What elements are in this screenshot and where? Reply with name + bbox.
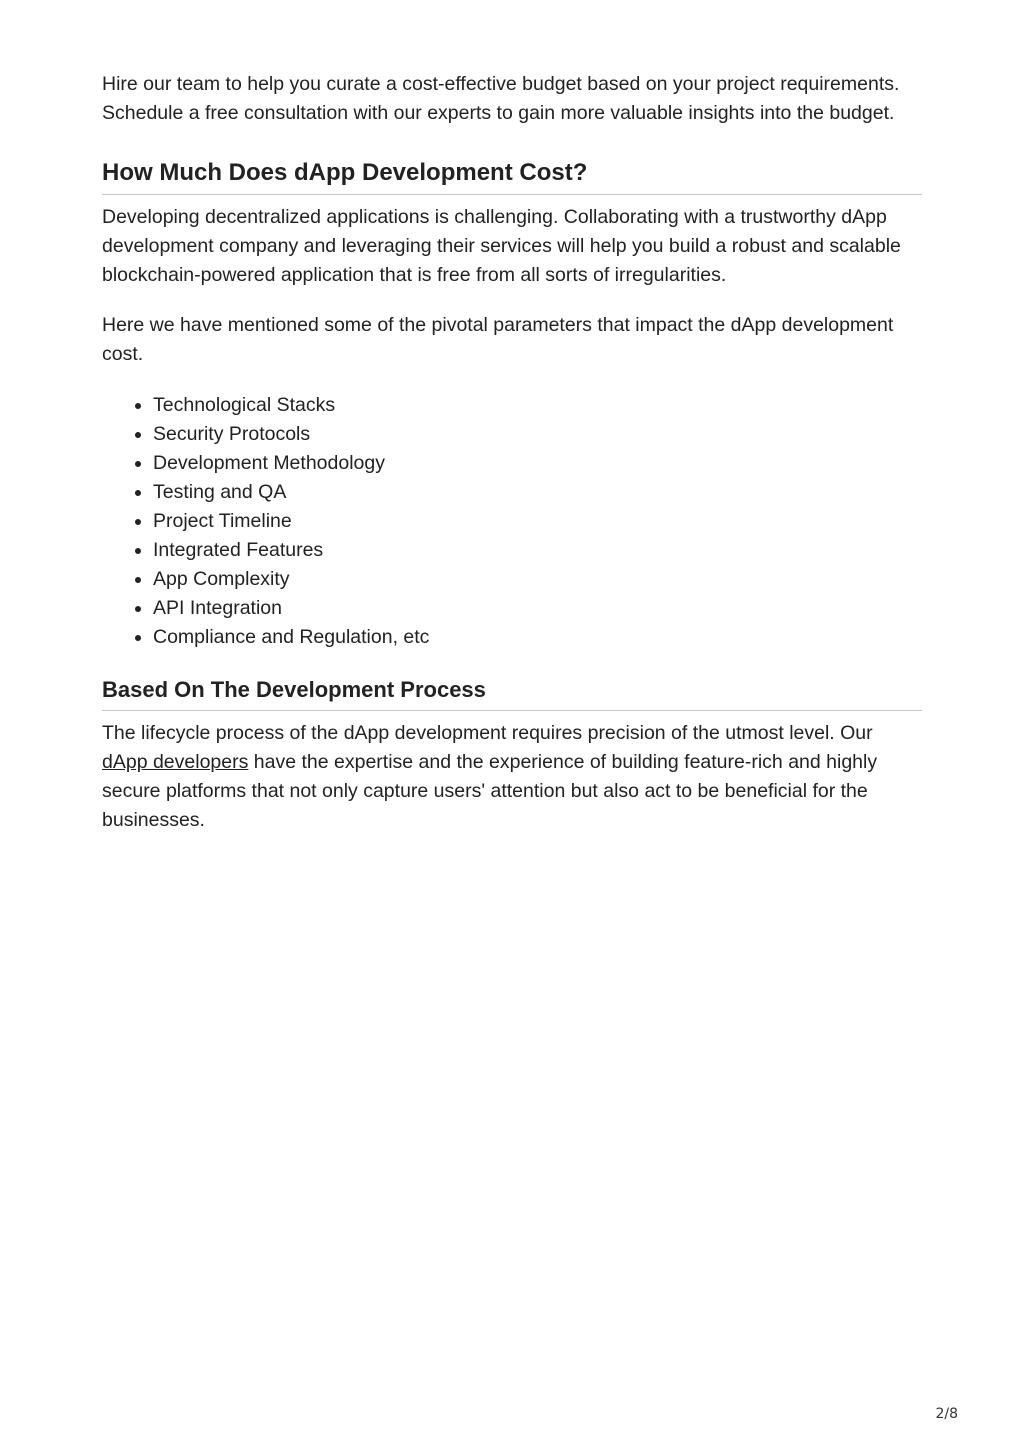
paragraph-text-start: The lifecycle process of the dApp development requires precision of the utmost level. Our bbox=[102, 722, 873, 744]
intro-paragraph: Hire our team to help you curate a cost-effective budget based on your project requirements. Schedule a free consultation with our experts to gain more valuable insights into the budget. bbox=[102, 73, 900, 124]
list-item: • Compliance and Regulation, etc bbox=[153, 623, 922, 652]
list-item: • Testing and QA bbox=[153, 478, 922, 507]
list-item: • Project Timeline bbox=[153, 507, 922, 536]
dapp-cost-paragraph-1: Developing decentralized applications is challenging. Collaborating with a trustworthy dApp development company and leveraging their services will help you build a robust and scalable blockchain-powered application that is free from all sorts of irregularities. bbox=[102, 206, 901, 286]
document-body bbox=[102, 70, 922, 835]
list-item: • API Integration bbox=[153, 594, 922, 623]
cost-parameters-list bbox=[102, 391, 922, 652]
list-item: • App Complexity bbox=[153, 565, 922, 594]
page-number: 2/8 bbox=[935, 1406, 958, 1422]
list-item: • Integrated Features bbox=[153, 536, 922, 565]
dapp-developers-link[interactable]: dApp developers bbox=[102, 751, 249, 773]
section-heading-dapp-cost: How Much Does dApp Development Cost? bbox=[102, 158, 922, 195]
development-process-paragraph bbox=[102, 719, 922, 835]
section-heading-development-process: Based On The Development Process bbox=[102, 676, 922, 711]
dapp-cost-paragraph-2: Here we have mentioned some of the pivotal parameters that impact the dApp development cost. bbox=[102, 314, 894, 365]
list-item: • Development Methodology bbox=[153, 449, 922, 478]
list-item: • Technological Stacks bbox=[153, 391, 922, 420]
list-item: • Security Protocols bbox=[153, 420, 922, 449]
paragraph-text-end: have the expertise and the experience of building feature-rich and highly secure platforms that not only capture users' attention but also act to be beneficial for the businesses. bbox=[102, 751, 878, 831]
